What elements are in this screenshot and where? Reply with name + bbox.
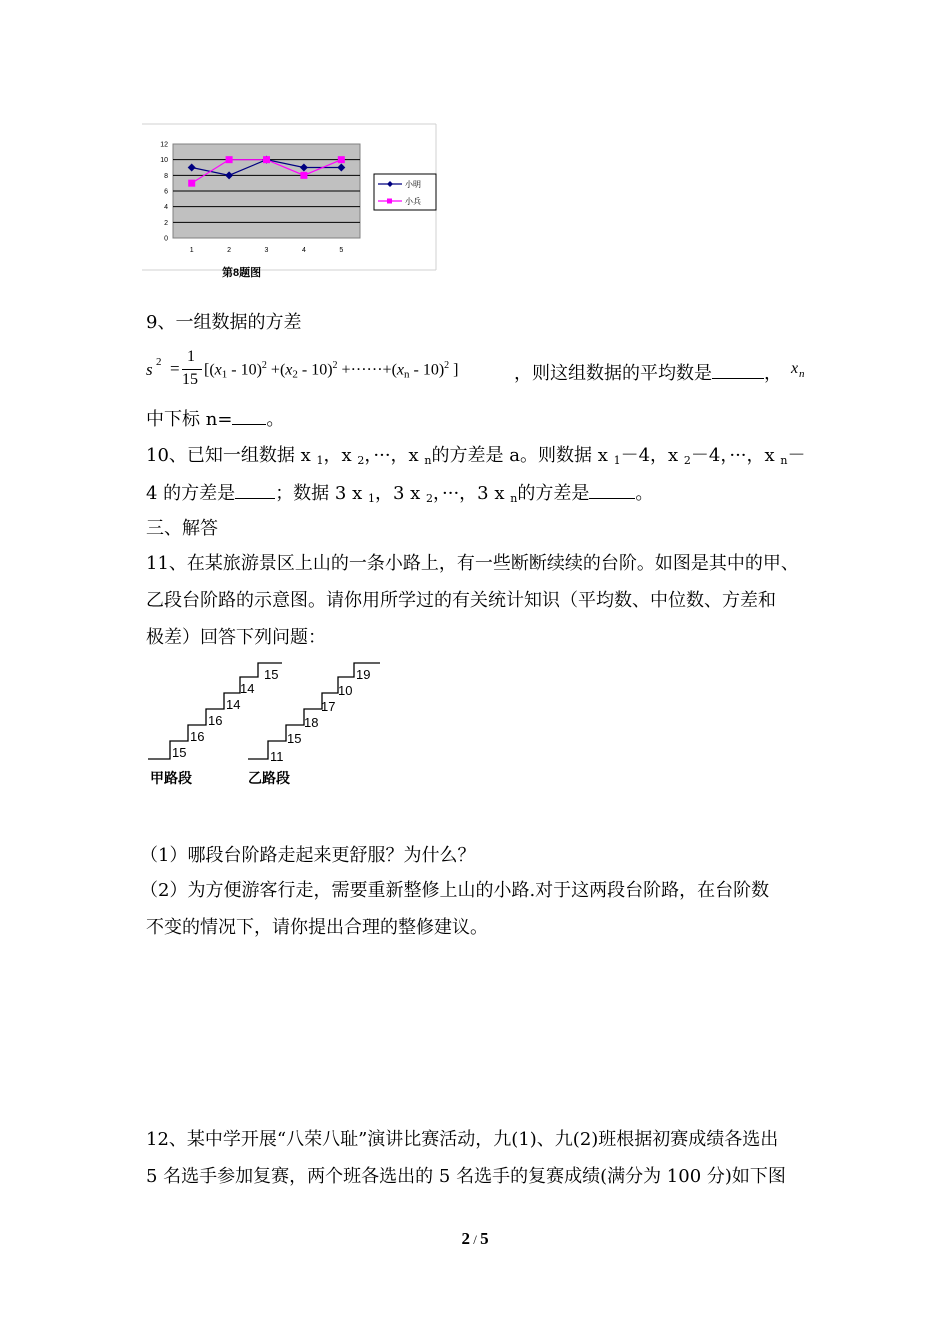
x-tick-label: 1 (189, 247, 194, 254)
q9-formula-line (146, 350, 826, 394)
q10-l1a: 10、已知一组数据 x (146, 445, 317, 466)
formula-frac-bar (182, 369, 202, 370)
page-number (0, 1229, 950, 1249)
formula-frac-num: 1 (187, 348, 195, 365)
page-current: 2 (461, 1229, 470, 1248)
formula-t4: - 10) (301, 361, 333, 379)
stairs-a-step-5: 14 (240, 681, 255, 696)
formula-p1: 2 (261, 360, 267, 371)
formula-t6: - 10) (413, 361, 445, 379)
stairs-b-step-5: 10 (338, 683, 353, 698)
x-tick-label: 4 (301, 247, 306, 254)
q11-line3: 极差）回答下列问题： (146, 627, 326, 648)
x-tick-label: 3 (264, 247, 269, 254)
formula-t7: ] (453, 361, 459, 379)
stairs-a-step-4: 14 (226, 697, 241, 712)
q10-s1: 1 (316, 454, 324, 467)
q10-l2c: ，3 x (374, 483, 427, 504)
formula-t1: [( (204, 361, 215, 379)
q10-l2f: 。 (635, 483, 654, 504)
q11-sub1: （1）哪段台阶路走起来更舒服？为什么？ (140, 845, 476, 866)
stairs-a-step-6: 15 (264, 667, 279, 682)
stairs-figure (140, 655, 400, 790)
formula-p3: 2 (444, 360, 450, 371)
q12-line1: 12、某中学开展“八荣八耻”演讲比赛活动，九(1)、九(2)班根据初赛成绩各选出 (146, 1129, 779, 1150)
formula-frac-den: 15 (182, 371, 198, 388)
stairs-b-step-3: 18 (304, 715, 319, 730)
q9-blank-mean[interactable] (712, 362, 764, 379)
stairs-b-step-4: 17 (321, 699, 336, 714)
q10-line1 (146, 445, 806, 472)
q11-sub2-line1: （2）为方便游客行走，需要重新整修上山的小路.对于这两段台阶路，在台阶数 (140, 880, 770, 901)
q10-s5: 1 (367, 492, 375, 505)
formula-x1: x (214, 361, 222, 379)
formula-p2: 2 (332, 360, 338, 371)
y-tick-label: 12 (160, 141, 168, 149)
q10-sn: n (424, 454, 432, 467)
data-point-square (338, 156, 345, 163)
q9-line2-end: 。 (266, 409, 285, 430)
q10-l1f: －4，···，x (690, 445, 781, 466)
q9-line2 (146, 408, 284, 431)
y-tick-label: 6 (164, 188, 168, 196)
stairs-b-step-2: 15 (287, 731, 302, 746)
q12-line2: 5 名选手参加复赛，两个班各选出的 5 名选手的复赛成绩(满分为 100 分)如下图 (146, 1166, 786, 1187)
q10-l2e: 的方差是 (517, 483, 590, 504)
formula-s-exp: 2 (156, 356, 162, 368)
q10-blank-2[interactable] (589, 482, 635, 499)
data-point-square (263, 156, 270, 163)
q10-s3: 1 (613, 454, 621, 467)
formula-t3: +( (270, 361, 286, 379)
q9-line2-label: 中下标 n= (146, 409, 233, 430)
formula-x2: x (285, 361, 293, 379)
q10-s2: 2 (357, 454, 365, 467)
q10-l2d: ，···，3 x (433, 483, 511, 504)
stairs-b-label: 乙路段 (248, 770, 290, 786)
q10-l1c: ，···，x (364, 445, 425, 466)
stairs-a-label: 甲路段 (150, 770, 192, 786)
data-point-square (300, 172, 307, 179)
data-point-square (226, 156, 233, 163)
formula-eq: = (170, 359, 180, 378)
stairs-a-step-3: 16 (208, 713, 223, 728)
q9-text-after (514, 359, 782, 385)
q10-l1d: 的方差是 a。则数据 x (431, 445, 614, 466)
y-tick-label: 4 (164, 204, 168, 212)
formula-sub2: 2 (292, 368, 298, 381)
x-tick-label: 5 (339, 247, 344, 254)
section-3-heading: 三、解答 (146, 518, 218, 539)
q9-comma: ， (764, 363, 782, 384)
x-tick-label: 2 (227, 247, 232, 254)
q10-l2b: ；数据 3 x (275, 483, 368, 504)
q10-blank-1[interactable] (235, 482, 275, 499)
q10-l1g: － (787, 445, 806, 466)
formula-seg1 (204, 360, 458, 380)
formula-subn: n (404, 368, 410, 381)
q10-sn2: n (780, 454, 788, 467)
y-tick-label: 0 (164, 235, 168, 243)
formula-t2: - 10) (231, 361, 262, 379)
line-chart (140, 122, 440, 282)
q10-l1e: －4，x (620, 445, 684, 466)
y-tick-label: 2 (164, 219, 168, 227)
q10-line2 (146, 482, 653, 510)
page-sep: / (469, 1232, 481, 1247)
formula-t5: +······+( (341, 361, 397, 379)
q10-l1b: ，x (323, 445, 358, 466)
y-tick-label: 8 (164, 172, 168, 180)
y-tick-label: 10 (160, 157, 168, 165)
q10-sn3: n (510, 492, 518, 505)
q9-text-after-label: ，则这组数据的平均数是 (514, 363, 712, 384)
stairs-a-step-2: 16 (190, 729, 205, 744)
legend-marker-square (387, 199, 392, 204)
legend-label-2: 小兵 (405, 197, 421, 206)
stairs-a-outline (148, 663, 282, 759)
chart-caption: 第8题图 (222, 267, 262, 279)
data-point-square (188, 180, 195, 187)
q11-line2: 乙段台阶路的示意图。请你用所学过的有关统计知识（平均数、中位数、方差和 (146, 590, 776, 611)
page-total: 5 (480, 1229, 489, 1248)
formula-xn: x (396, 361, 404, 379)
q9-blank-n[interactable] (232, 408, 266, 425)
formula-sub1: 1 (221, 368, 228, 381)
stairs-b-step-1: 11 (270, 749, 284, 764)
stairs-a-step-1: 15 (172, 745, 187, 760)
q9-title: 9、一组数据的方差 (146, 312, 302, 333)
chart-figure (140, 122, 440, 282)
q9-xn-var: x (791, 360, 799, 377)
q9-xn-sub: n (799, 368, 805, 380)
legend-label-1: 小明 (405, 180, 421, 189)
q10-s6: 2 (426, 492, 434, 505)
stairs-b-step-6: 19 (356, 667, 371, 682)
q11-sub2-line2: 不变的情况下，请你提出合理的整修建议。 (146, 917, 488, 938)
q10-l2a: 4 的方差是 (146, 483, 236, 504)
q10-s4: 2 (683, 454, 691, 467)
formula-s: s (146, 360, 153, 379)
q11-line1: 11、在某旅游景区上山的一条小路上，有一些断断续续的台阶。如图是其中的甲、 (146, 553, 799, 574)
